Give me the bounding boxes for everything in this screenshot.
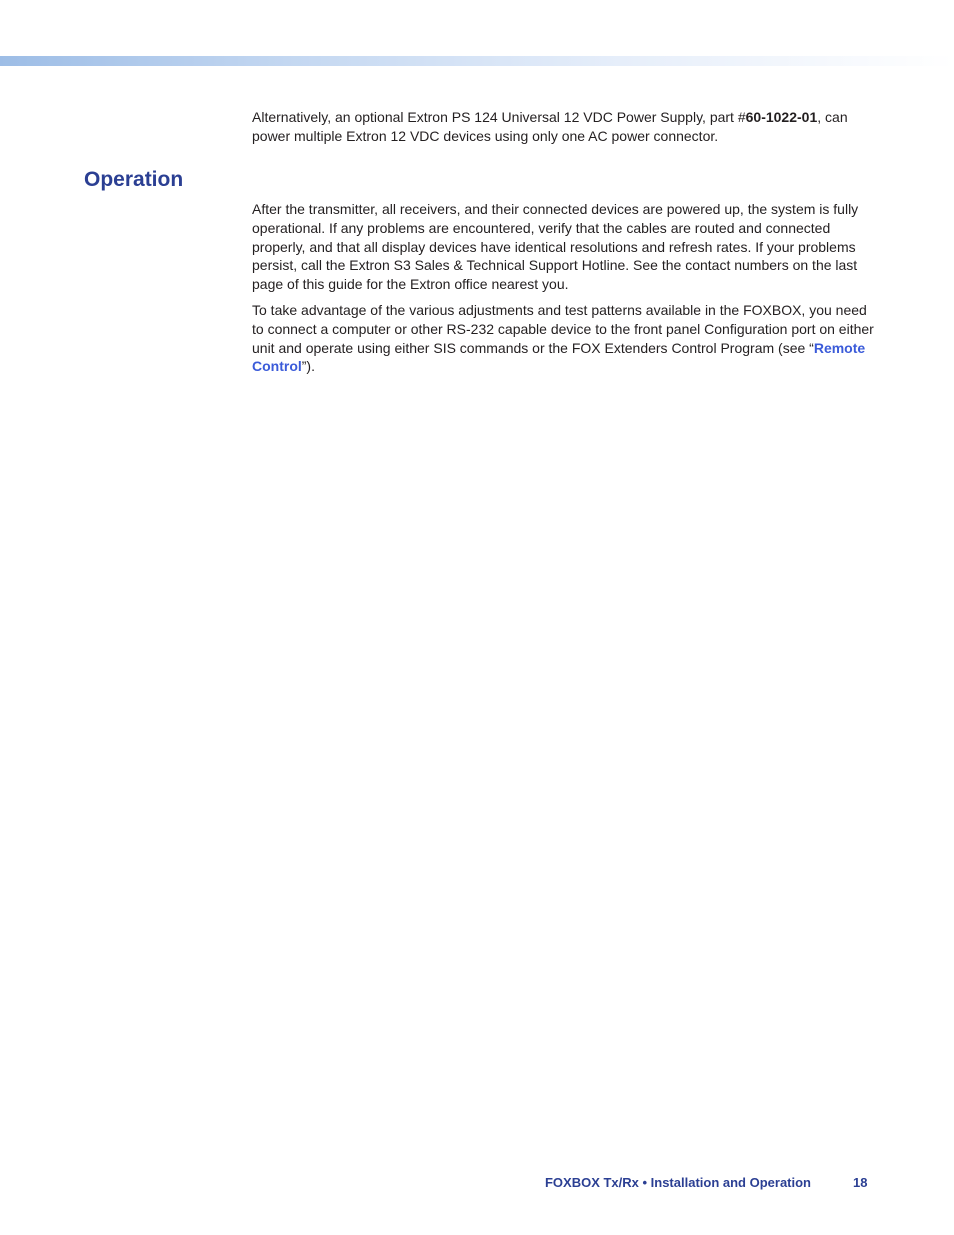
page-number: 18: [853, 1175, 868, 1190]
operation-paragraph-2: [252, 301, 874, 376]
operation-paragraph-2-before: To take advantage of the various adjustments and test patterns available in the FOXBOX, you need to connect a computer or other RS-232 capable device to the front panel Configuration port on either unit and operate using either SIS commands or the FOX Extenders Control Program (see “: [252, 302, 874, 356]
remote-control-link[interactable]: Remote Control: [252, 339, 866, 375]
part-number: 60-1022-01: [745, 109, 818, 125]
footer-title: FOXBOX Tx/Rx • Installation and Operation: [544, 1175, 811, 1190]
intro-paragraph: [252, 108, 874, 146]
operation-paragraph-1: After the transmitter, all receivers, and their connected devices are powered up, the system is fully operational. If any problems are encountered, verify that the cables are routed and connected properly, and that all display devices have identical resolutions and refresh rates. If your problems persist, call the Extron S3 Sales & Technical Support Hotline. See the contact numbers on the last page of this guide for the Extron office nearest you.: [252, 201, 859, 293]
intro-text-before: Alternatively, an optional Extron PS 124 Universal 12 VDC Power Supply, part #: [252, 109, 746, 125]
header-gradient-bar: [0, 56, 954, 66]
operation-paragraph-2-after: ”).: [301, 358, 315, 375]
section-heading-operation: Operation: [84, 168, 184, 191]
intro-text-after: , can power multiple Extron 12 VDC devices using only one AC power connector.: [252, 109, 848, 144]
